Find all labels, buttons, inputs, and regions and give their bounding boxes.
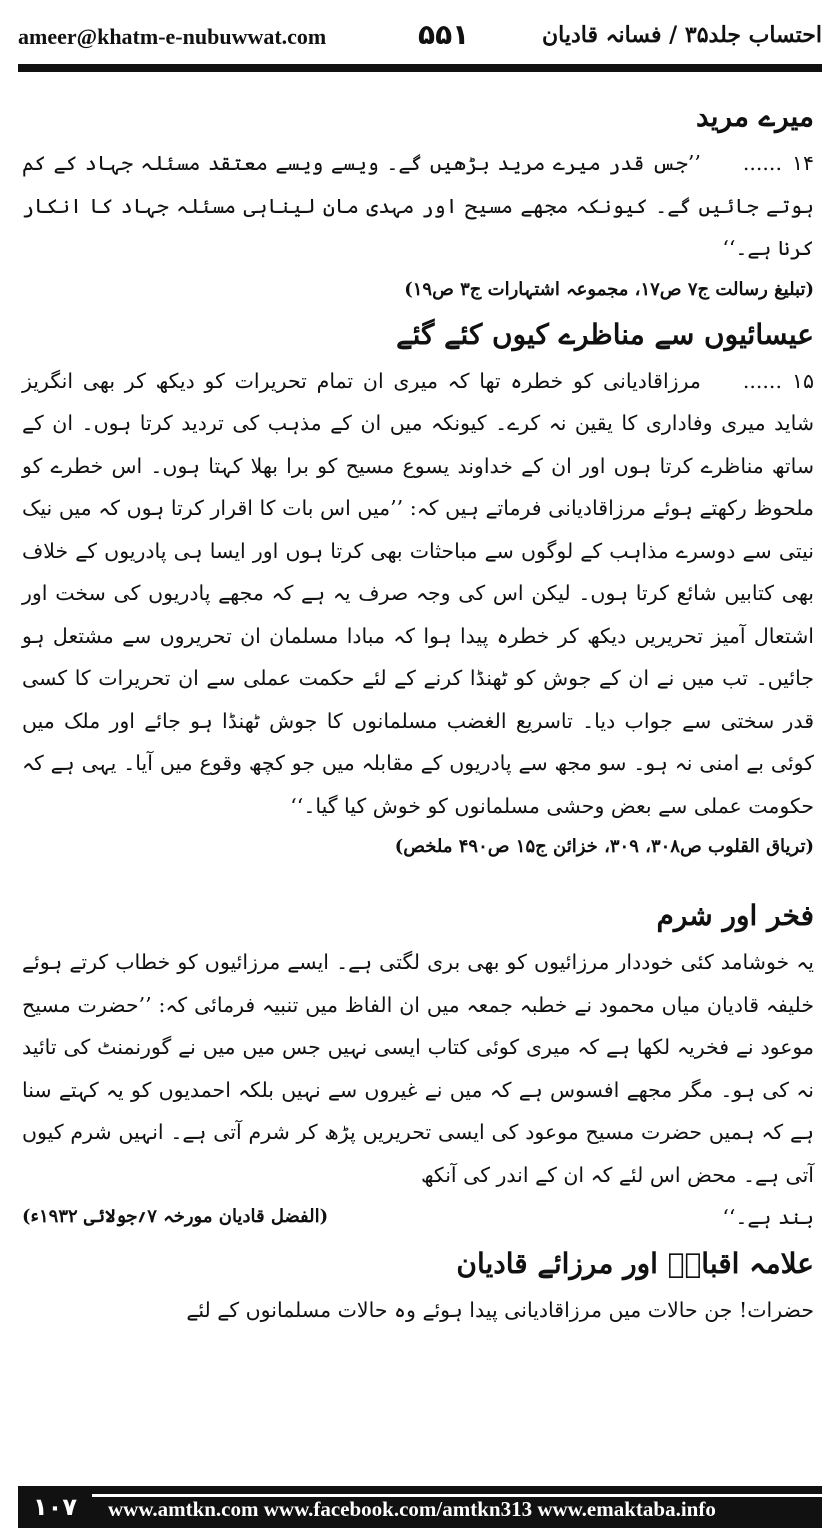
page-footer xyxy=(18,1486,822,1528)
paragraph-14 xyxy=(22,142,814,270)
paragraph-text: مرزاقادیانی کو خطرہ تھا کہ میری ان تمام تحریرات کو دیکھ کر بھی انگریز شاید میری وفاداری کا یقین نہ کرے۔ کیونکہ میں ان کے مذہب کی تردید کرتا ہوں۔ ان کے ساتھ مناظرے کرتا ہوں اور ان کے خداوند یسوع مسیح کو برا بھلا کہتا ہوں۔ اس خطرے کو ملحوظ رکھتے ہوئے مرزاقادیانی فرماتے ہیں کہ: ’’میں اس بات کا اقرار کرتا ہوں کہ میں نیک نیتی سے دوسرے مذاہب کے لوگوں سے مباحثات بھی کرتا ہوں اور ایسا ہی پادریوں کے خلاف بھی کتابیں شائع کرتا ہوں۔ لیکن اس کی وجہ صرف یہ ہے کہ مجھے پادریوں کی سخت اور اشتعال آمیز تحریریں دیکھ کر خطرہ پیدا ہوا کہ مبادا مسلمان ان تحریروں سے مشتعل ہو جائیں۔ تب میں نے ان کے جوش کو ٹھنڈا کرنے کے لئے حکمت عملی سے ان تحریرات کا کسی قدر سختی سے جواب دیا۔ تاسریع الغضب مسلمانوں کا جوش ٹھنڈا ہو جائے اور ملک میں کوئی بے امنی نہ ہو۔ سو مجھ سے پادریوں کے مقابلہ میں جو کچھ وقوع میں آیا۔ یہی ہے کہ حکومت عملی سے بعض وحشی مسلمانوں کو خوش کیا گیا۔‘‘ xyxy=(22,368,815,818)
paragraph-last-line xyxy=(22,1196,814,1239)
paragraph-iqbal xyxy=(22,1289,814,1332)
paragraph-text: حضرات! جن حالات میں مرزاقادیانی پیدا ہوئے وہ حالات مسلمانوں کے لئے xyxy=(186,1297,814,1322)
paragraph-end: بند ہے۔‘‘ xyxy=(722,1205,814,1229)
page-body xyxy=(22,92,814,1331)
header-page-number: ۵۵۱ xyxy=(418,18,470,51)
section-gap xyxy=(22,867,814,891)
header-email: ameer@khatm-e-nubuwwat.com xyxy=(18,24,327,49)
section-heading-fakhr-aur-sharm: فخر اور شرم xyxy=(656,899,814,932)
page-header xyxy=(18,18,822,62)
reference-citation: (تبلیغ رسالت ج۷ ص۱۷، مجموعہ اشتہارات ج۳ ص۱۹) xyxy=(404,278,814,300)
section-heading-mere-mureed: میرے مرید xyxy=(696,100,814,133)
header-rule xyxy=(18,64,822,72)
paragraph-text: یہ خوشامد کئی خوددار مرزائیوں کو بھی بری لگتی ہے۔ ایسے مرزائیوں کو خطاب کرتے ہوئے خلیفہ قادیان میاں محمود نے خطبہ جمعہ میں ان الفاظ میں تنبیہ فرمائی کہ: ’’حضرت مسیح موعود نے فخریہ لکھا ہے کہ میری کوئی کتاب ایسی نہیں جس میں میں نے گورنمنٹ کی تائید نہ کی ہو۔ مگر مجھے افسوس ہے کہ میں نے غیروں سے نہیں بلکہ احمدیوں کو یہ کہتے سنا ہے کہ ہمیں حضرت مسیح موعود کی ایسی تحریریں پڑھ کر شرم آتی ہے۔ انہیں شرم کیوں آتی ہے۔ محض اس لئے کہ ان کے اندر کی آنکھ xyxy=(22,950,814,1187)
paragraph-15 xyxy=(22,360,814,828)
paragraph-dots: ...... xyxy=(742,368,782,393)
reference-citation: (تریاق القلوب ص۳۰۸، ۳۰۹، خزائن ج۱۵ ص۴۹۰ ملخص) xyxy=(394,836,814,857)
section-heading-allama-iqbal: علامہ اقبالؒ اور مرزائے قادیان xyxy=(456,1246,814,1280)
footer-links: www.amtkn.com www.facebook.com/amtkn313 www.emaktaba.info xyxy=(108,1497,716,1521)
footer-page-number: ۱۰۷ xyxy=(18,1486,92,1528)
paragraph-number: ۱۴ xyxy=(791,151,814,175)
paragraph-fakhr xyxy=(22,941,814,1196)
header-book-title: احتساب جلد۳۵ / فسانہ قادیان xyxy=(542,22,822,48)
section-heading-munazre: عیسائیوں سے مناظرے کیوں کئے گئے xyxy=(396,317,814,351)
paragraph-text: ’’جس قدر میرے مرید بڑھیں گے۔ ویسے ویسے معتقد مسئلہ جہاد کے کم ہوتے جائیں گے۔ کیونکہ مجھے مسیح اور مہدی مان لیناہی مسئلہ جہاد کا انکار کرنا ہے۔‘‘ xyxy=(22,151,814,260)
paragraph-number: ۱۵ xyxy=(791,368,814,393)
paragraph-dots: ...... xyxy=(742,151,782,175)
reference-citation: (الفضل قادیان مورخہ ۷؍جولائی ۱۹۳۲ء) xyxy=(22,1206,329,1227)
